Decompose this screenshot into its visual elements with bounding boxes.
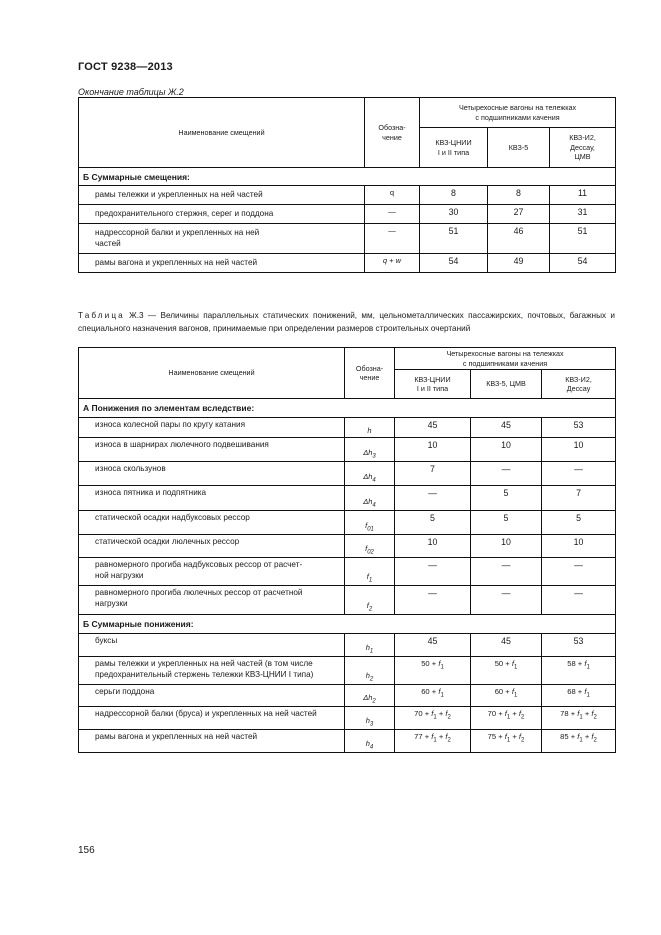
row-value: 10	[542, 535, 616, 558]
row-symbol: —	[365, 224, 420, 254]
row-name: надрессорной балки (бруса) и укрепленных на ней частей	[79, 707, 345, 730]
table-row	[79, 418, 616, 438]
row-name: износа колесной пары по кругу катания	[79, 418, 345, 438]
row-name: рамы тележки и укрепленных на ней частей (в том числе предохранительный стержень тележки КВЗ-ЦНИИ I типа)	[79, 657, 345, 685]
table-row	[79, 462, 616, 486]
row-symbol: $h_2$	[345, 657, 395, 685]
table-row	[79, 685, 616, 707]
row-value: $78 + f_1 + f_2$	[542, 707, 616, 730]
row-name: рамы вагона и укрепленных на ней частей	[79, 254, 365, 273]
row-name: износа скользунов	[79, 462, 345, 486]
row-value: $85 + f_1 + f_2$	[542, 730, 616, 753]
table-row	[79, 558, 616, 586]
row-value: —	[471, 462, 542, 486]
row-value: —	[395, 586, 471, 615]
row-value: 10	[471, 535, 542, 558]
row-symbol: $\Delta h_3$	[345, 438, 395, 462]
row-value: 7	[542, 486, 616, 511]
row-name: статической осадки люлечных рессор	[79, 535, 345, 558]
row-value: 54	[420, 254, 488, 273]
row-value: 8	[488, 186, 550, 205]
table-row	[79, 511, 616, 535]
row-value: 5	[395, 511, 471, 535]
section-a-rows	[79, 418, 616, 615]
table-continuation-caption: Окончание таблицы Ж.2	[78, 87, 184, 97]
row-name: износа в шарнирах люлечного подвешивания	[79, 438, 345, 462]
row-value: 45	[395, 418, 471, 438]
section-b-rows	[79, 634, 616, 753]
row-value: 45	[471, 634, 542, 657]
row-symbol: q + w	[365, 254, 420, 273]
table-caption-label: Таблица	[78, 311, 125, 320]
table-row	[79, 707, 616, 730]
row-value: —	[395, 486, 471, 511]
table-row	[79, 254, 616, 273]
lowering-table	[78, 347, 616, 753]
table-row	[79, 535, 616, 558]
row-symbol: —	[365, 205, 420, 224]
row-name: износа пятника и подпятника	[79, 486, 345, 511]
row-value: —	[395, 558, 471, 586]
row-value: 46	[488, 224, 550, 254]
row-value: 53	[542, 634, 616, 657]
row-value: 5	[542, 511, 616, 535]
row-value: $58 + f_1$	[542, 657, 616, 685]
row-value: $60 + f_1$	[395, 685, 471, 707]
col-header-kvz5: КВЗ-5	[488, 128, 550, 168]
table-row	[79, 224, 616, 254]
row-value: 5	[471, 511, 542, 535]
row-symbol: h	[345, 418, 395, 438]
col-header-symbol: Обозна- чение	[345, 348, 395, 399]
table-caption	[78, 310, 615, 335]
section-heading: Б Суммарные понижения:	[79, 615, 616, 634]
row-value: 51	[420, 224, 488, 254]
row-value: 45	[395, 634, 471, 657]
row-value: $50 + f_1$	[471, 657, 542, 685]
row-value: —	[542, 586, 616, 615]
row-name: рамы вагона и укрепленных на ней частей	[79, 730, 345, 753]
row-value: 54	[550, 254, 616, 273]
row-name: рамы тележки и укрепленных на ней частей	[79, 186, 365, 205]
section-heading: А Понижения по элементам вследствие:	[79, 399, 616, 418]
row-value: 53	[542, 418, 616, 438]
table-row	[79, 438, 616, 462]
row-value: 8	[420, 186, 488, 205]
col-header-group: Четырехосные вагоны на тележках с подшипниками качения	[395, 348, 616, 370]
row-value: $77 + f_1 + f_2$	[395, 730, 471, 753]
row-value: $70 + f_1 + f_2$	[471, 707, 542, 730]
row-value: $70 + f_1 + f_2$	[395, 707, 471, 730]
col-header-kvz5-cmv: КВЗ-5, ЦМВ	[471, 370, 542, 399]
row-value: 45	[471, 418, 542, 438]
row-value: —	[471, 558, 542, 586]
row-name: равномерного прогиба надбуксовых рессор от расчет- ной нагрузки	[79, 558, 345, 586]
table-row	[79, 186, 616, 205]
row-symbol: $f_1$	[345, 558, 395, 586]
row-value: 11	[550, 186, 616, 205]
row-value: —	[542, 462, 616, 486]
row-value: 51	[550, 224, 616, 254]
row-symbol: $\Delta h_4$	[345, 462, 395, 486]
row-symbol: $h_1$	[345, 634, 395, 657]
row-value: 7	[395, 462, 471, 486]
col-header-symbol: Обозна- чение	[365, 98, 420, 168]
row-value: 10	[471, 438, 542, 462]
row-symbol: $\Delta h_2$	[345, 685, 395, 707]
table-row	[79, 586, 616, 615]
row-value: 49	[488, 254, 550, 273]
row-name: надрессорной балки и укрепленных на ней частей	[79, 224, 365, 254]
table-row	[79, 205, 616, 224]
row-symbol: q	[365, 186, 420, 205]
row-value: $75 + f_1 + f_2$	[471, 730, 542, 753]
col-header-kvz-cnii: КВЗ-ЦНИИ I и II типа	[420, 128, 488, 168]
row-value: 27	[488, 205, 550, 224]
row-symbol: $h_4$	[345, 730, 395, 753]
row-symbol: $f_{02}$	[345, 535, 395, 558]
page-number: 156	[78, 845, 95, 856]
row-name: буксы	[79, 634, 345, 657]
col-header-name: Наименование смещений	[79, 98, 365, 168]
col-header-kvz-i2: КВЗ-И2, Дессау, ЦМВ	[550, 128, 616, 168]
row-value: 30	[420, 205, 488, 224]
row-symbol: $\Delta h_4$	[345, 486, 395, 511]
row-value: 10	[395, 535, 471, 558]
row-name: статической осадки надбуксовых рессор	[79, 511, 345, 535]
table-row	[79, 657, 616, 685]
row-value: 10	[395, 438, 471, 462]
col-header-name: Наименование смещений	[79, 348, 345, 399]
row-name: равномерного прогиба люлечных рессор от расчетной нагрузки	[79, 586, 345, 615]
col-header-kvz-cnii: КВЗ-ЦНИИ I и II типа	[395, 370, 471, 399]
col-header-group: Четырехосные вагоны на тележках с подшипниками качения	[420, 98, 616, 128]
row-symbol: $h_3$	[345, 707, 395, 730]
row-value: $68 + f_1$	[542, 685, 616, 707]
row-symbol: $f_2$	[345, 586, 395, 615]
offsets-table	[78, 97, 616, 273]
row-symbol: $f_{01}$	[345, 511, 395, 535]
row-value: 5	[471, 486, 542, 511]
row-name: предохранительного стержня, серег и поддона	[79, 205, 365, 224]
row-value: $50 + f_1$	[395, 657, 471, 685]
section-heading: Б Суммарные смещения:	[79, 168, 616, 186]
row-value: —	[542, 558, 616, 586]
row-value: 10	[542, 438, 616, 462]
row-value: 31	[550, 205, 616, 224]
table-row	[79, 634, 616, 657]
table-row	[79, 486, 616, 511]
row-name: серьги поддона	[79, 685, 345, 707]
row-value: $60 + f_1$	[471, 685, 542, 707]
row-value: —	[471, 586, 542, 615]
table-row	[79, 730, 616, 753]
table-caption-text: Ж.3 — Величины параллельных статических понижений, мм, цельнометаллических пассажирских, почтовых, багажных и специального назначения вагонов, принимаемые при определении размеров строительных очертаний	[78, 311, 615, 333]
col-header-kvz-i2: КВЗ-И2, Дессау	[542, 370, 616, 399]
document-header: ГОСТ 9238—2013	[78, 61, 173, 73]
